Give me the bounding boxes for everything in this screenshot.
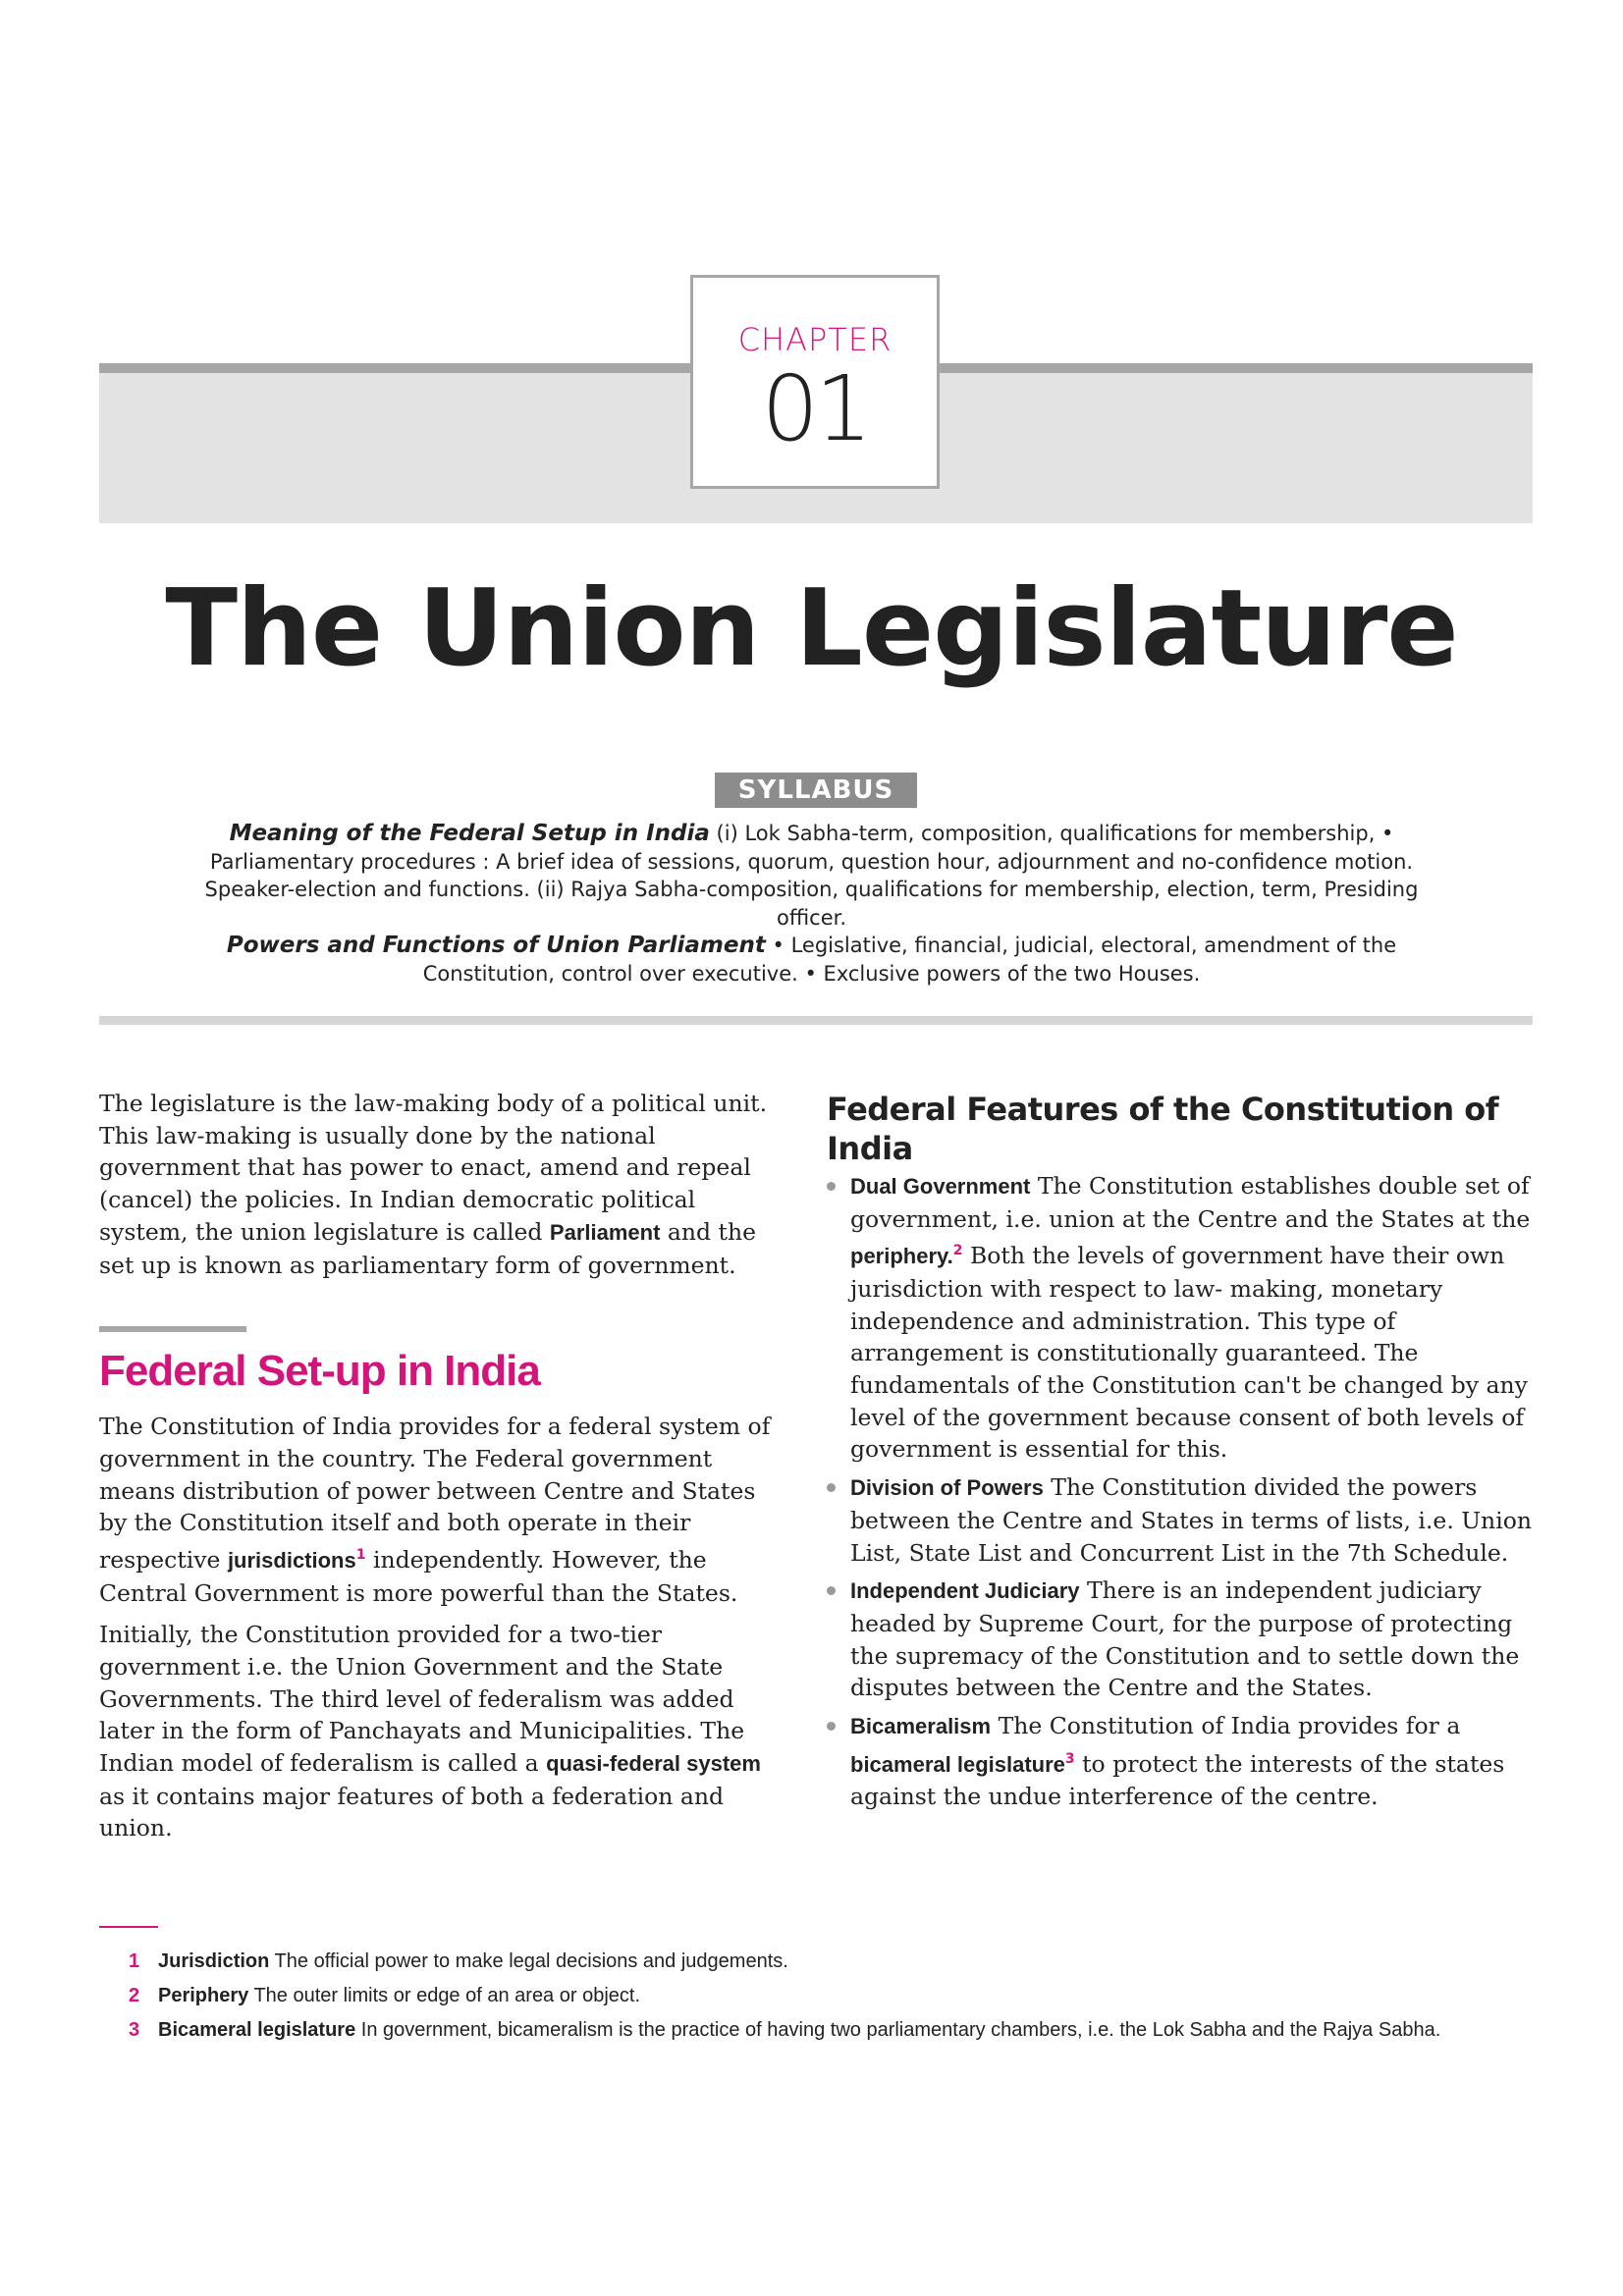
term-independent-judiciary: Independent Judiciary <box>850 1578 1080 1604</box>
b1-text-b: Both the levels of government have their own jurisdiction with respect to law- making, monetary independence and administration. This type of arrangement is constitutionally guaranteed. The fundamentals of the Constitution can't be changed by any level of the government because consent of both levels of government is essential for this. <box>850 1242 1528 1464</box>
chapter-box <box>690 275 940 489</box>
section-rule <box>99 1326 246 1332</box>
list-item <box>827 1710 1534 1813</box>
federal-p1-text-b: independently. However, the Central Government is more powerful than the States. <box>99 1545 738 1607</box>
b1-text-a: The Constitution establishes double set of government, i.e. union at the Centre and the States at the <box>850 1172 1531 1233</box>
footnote-text: The official power to make legal decisions and judgements. <box>269 1950 788 1972</box>
b4-text-a: The Constitution of India provides for a <box>991 1712 1461 1740</box>
right-column <box>827 1090 1534 1819</box>
footnote-ref-2[interactable]: 2 <box>952 1243 963 1259</box>
syllabus-text <box>196 820 1427 988</box>
term-bicameralism: Bicameralism <box>850 1714 992 1739</box>
footnote-number: 1 <box>129 1950 140 1972</box>
syllabus-heading-1: Meaning of the Federal Setup in India <box>229 821 710 846</box>
footnote-number: 3 <box>129 2019 140 2041</box>
intro-paragraph <box>99 1088 786 1281</box>
footnote-text: In government, bicameralism is the practice of having two parliamentary chambers, i.e. the Lok Sabha and the Rajya Sabha. <box>355 2019 1441 2041</box>
b4-text-b: to protect the interests of the states against the undue interference of the centre. <box>850 1749 1505 1811</box>
footnote-term: Jurisdiction <box>158 1950 270 1972</box>
chapter-number: 01 <box>761 356 869 461</box>
footnotes <box>99 1949 1493 2052</box>
federal-paragraph-2 <box>99 1619 786 1844</box>
syllabus-text-2: • Legislative, financial, judicial, electoral, amendment of the Constitution, control over executive. • Exclusive powers of the two Houses. <box>422 934 1397 986</box>
footnote-number: 2 <box>129 1985 140 2006</box>
syllabus-heading-2: Powers and Functions of Union Parliament <box>226 933 766 959</box>
page-title: The Union Legislature <box>165 567 1458 690</box>
features-heading: Federal Features of the Constitution of India <box>827 1091 1499 1167</box>
footnote-ref-1[interactable]: 1 <box>355 1547 366 1564</box>
section-heading: Federal Set-up in India <box>99 1347 540 1396</box>
chapter-label: CHAPTER <box>737 321 893 358</box>
footnote-term: Bicameral legislature <box>158 2019 356 2041</box>
footnote-item <box>99 1949 1493 1975</box>
federal-paragraph-1 <box>99 1411 786 1609</box>
term-periphery: periphery. <box>850 1244 953 1269</box>
term-bicameral-legislature: bicameral legislature <box>850 1751 1065 1777</box>
list-item <box>827 1575 1534 1704</box>
term-dual-government: Dual Government <box>850 1174 1031 1199</box>
syllabus-badge: SYLLABUS <box>715 773 917 808</box>
federal-p2-text-b: as it contains major features of both a federation and union. <box>99 1782 725 1842</box>
left-column <box>99 1088 786 1844</box>
federal-p1-text-a: The Constitution of India provides for a federal system of government in the country. The Federal government means distribution of power between Centre and States by the Constitution itself and both operate in their respective <box>99 1413 771 1574</box>
term-parliament: Parliament <box>549 1219 661 1245</box>
federal-p2-text-a: Initially, the Constitution provided for a two-tier government i.e. the Union Government and the State Governments. The third level of federalism was added later in the form of Panchayats and Municipalities. The Indian model of federalism is called a <box>99 1621 745 1778</box>
footnote-text: The outer limits or edge of an area or object. <box>248 1985 641 2006</box>
footnote-item <box>99 1983 1493 2009</box>
term-division-of-powers: Division of Powers <box>850 1475 1044 1501</box>
syllabus-divider <box>99 1016 1533 1025</box>
intro-text-a: The legislature is the law-making body of a political unit. This law-making is usually done by the national government that has power to enact, amend and repeal (cancel) the policies. In Indian democratic political system, the union legislature is called <box>99 1090 768 1246</box>
list-item <box>827 1471 1534 1569</box>
features-list <box>827 1170 1534 1813</box>
footnote-term: Periphery <box>158 1985 249 2006</box>
term-jurisdictions: jurisdictions <box>227 1547 356 1573</box>
footnote-divider <box>99 1926 158 1928</box>
footnote-item <box>99 2017 1493 2044</box>
list-item <box>827 1170 1534 1466</box>
intro-text-b: and the set up is known as parliamentary form of government. <box>99 1217 757 1279</box>
b3-text: There is an independent judiciary headed by Supreme Court, for the purpose of protecting the supremacy of the Constitution and to settle down the disputes between the Centre and the States. <box>850 1576 1520 1702</box>
term-quasi-federal: quasi-federal system <box>546 1751 761 1777</box>
footnote-ref-3[interactable]: 3 <box>1064 1750 1075 1767</box>
syllabus-text-1: (i) Lok Sabha-term, composition, qualifications for membership, • Parliamentary procedures : A brief idea of sessions, quorum, question hour, adjournment and no-confidence motion. Speaker-election and functions. (ii) Rajya Sabha-composition, qualifications for membership, election, term, Presiding officer. <box>204 822 1419 930</box>
b2-text: The Constitution divided the powers between the Centre and States in terms of lists, i.e. Union List, State List and Concurrent List in the 7th Schedule. <box>850 1473 1532 1567</box>
